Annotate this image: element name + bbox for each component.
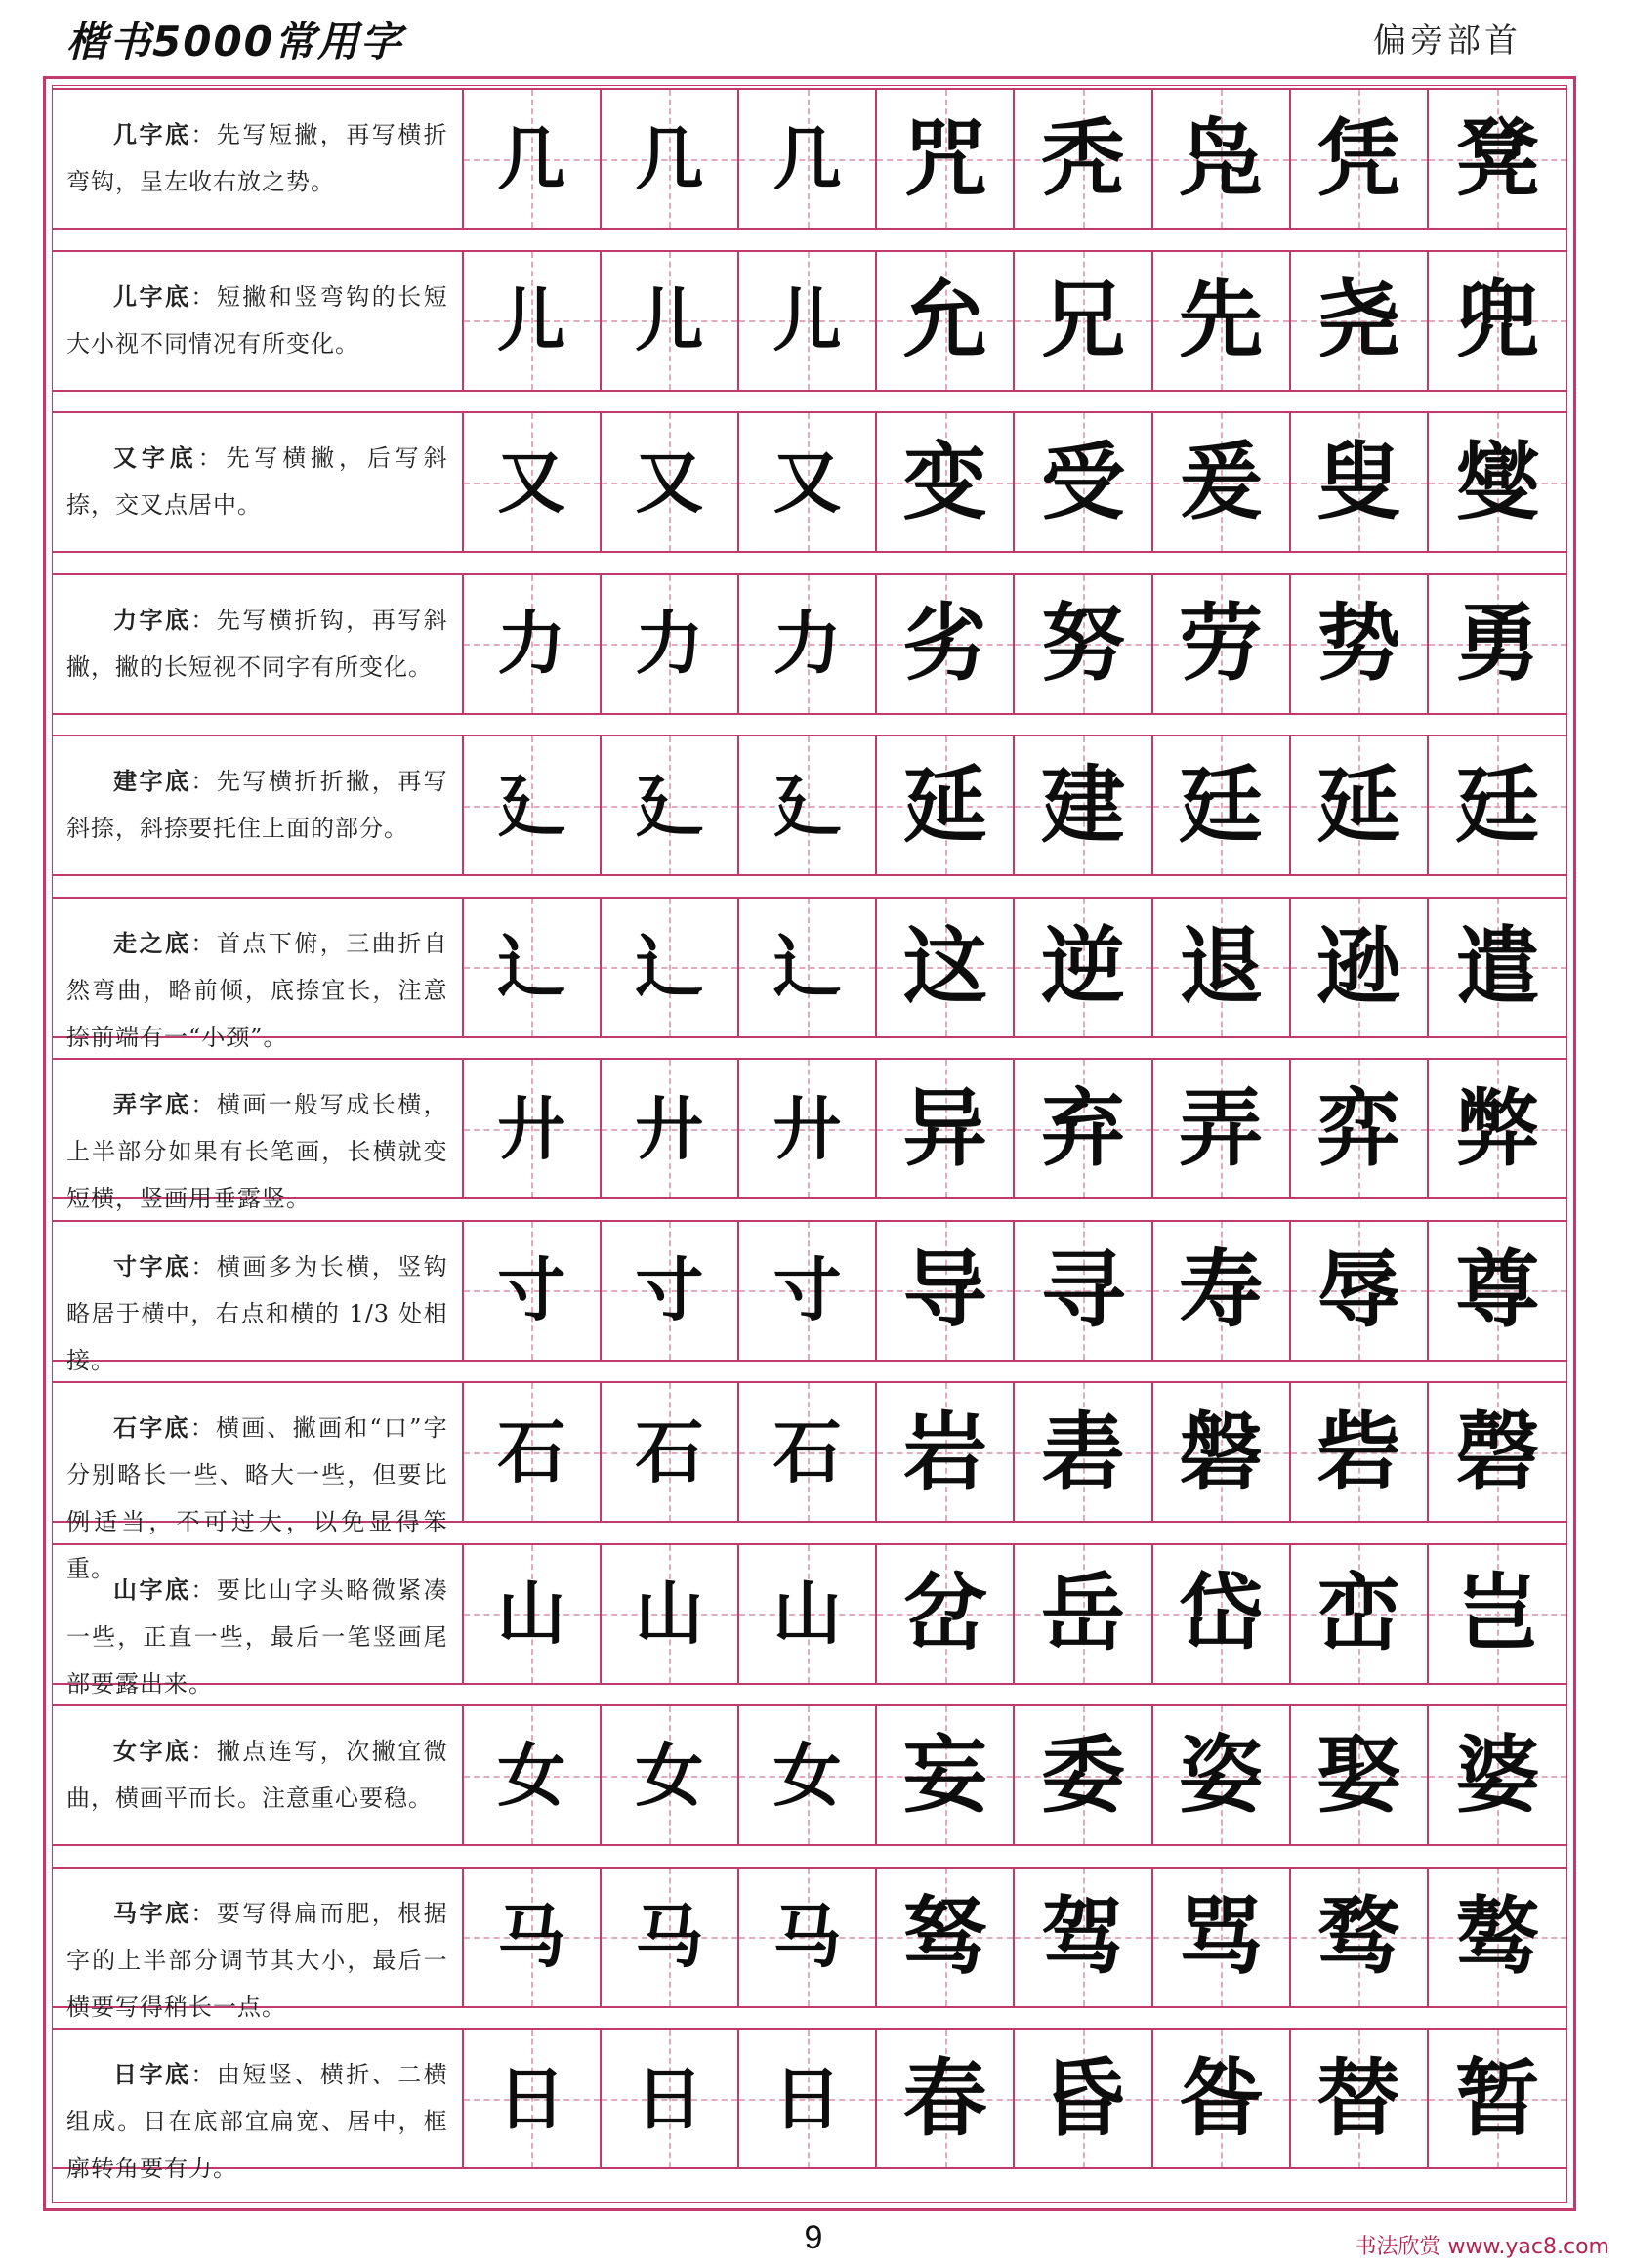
example-character: 逆: [1040, 917, 1125, 1016]
radical-note: 横画一般写成长横，上半部分如果有长笔画，长横就变短横，竖画用垂露竖。: [66, 1091, 448, 1212]
example-character: 昏: [1040, 2048, 1125, 2148]
radical-glyph: 力: [772, 603, 842, 684]
radical-glyph: 廾: [635, 1087, 704, 1169]
radical-glyph: 力: [497, 603, 566, 684]
radical-practice-cell: [464, 2030, 602, 2167]
radical-name: 石字底: [113, 1414, 190, 1442]
radical-row: [53, 573, 1566, 715]
radical-practice-cell: [739, 899, 877, 1036]
radical-glyph: 廾: [497, 1087, 566, 1169]
example-character-cell: [1429, 1545, 1566, 1683]
example-character: 受: [1040, 432, 1125, 531]
example-character: 尊: [1455, 1240, 1540, 1339]
example-character: 岱: [1179, 1564, 1264, 1662]
example-character-cell: [1291, 1060, 1429, 1197]
example-character: 延: [1316, 755, 1401, 855]
example-character: 兄: [1040, 271, 1125, 369]
example-character-cell: [1153, 899, 1291, 1036]
radical-practice-cell: [739, 1383, 877, 1521]
radical-practice-cell: [464, 1869, 602, 2006]
example-character: 岂: [1455, 1564, 1540, 1662]
radical-practice-cell: [464, 413, 602, 551]
radical-glyph: 几: [772, 117, 842, 199]
radical-glyph: 廴: [635, 764, 704, 846]
radical-practice-cell: [602, 252, 739, 390]
radical-name: 寸字底: [113, 1252, 191, 1281]
radical-glyph: 廴: [497, 764, 566, 846]
example-character: 劳: [1179, 594, 1264, 693]
radical-practice-cell: [739, 1222, 877, 1360]
radical-note: 先写横折钩，再写斜撇，撇的长短视不同字有所变化。: [66, 606, 448, 681]
radical-glyph: 儿: [497, 279, 566, 360]
radical-practice-cell: [739, 252, 877, 390]
example-character-cell: [1429, 899, 1566, 1036]
radical-practice-cell: [464, 899, 602, 1036]
example-character-cell: [877, 899, 1015, 1036]
example-character-cell: [1291, 1383, 1429, 1521]
example-character: 磐: [1179, 1402, 1264, 1501]
radical-practice-cell: [602, 575, 739, 713]
radical-practice-cell: [602, 413, 739, 551]
page-number: 9: [804, 2219, 823, 2256]
example-character-cell: [877, 413, 1015, 551]
example-character: 努: [1040, 594, 1125, 693]
example-character-cell: [1291, 1222, 1429, 1360]
example-character-cell: [877, 1869, 1015, 2006]
radical-note: 撇点连写，次撇宜微曲，横画平而长。注意重心要稳。: [66, 1738, 448, 1812]
example-character-cell: [1291, 575, 1429, 713]
example-character: 先: [1179, 271, 1264, 369]
radical-glyph: 廴: [772, 764, 842, 846]
radical-glyph: 又: [635, 441, 704, 523]
example-character-cell: [1153, 2030, 1291, 2167]
example-character: 爰: [1179, 432, 1264, 531]
radical-note: 横画多为长横，竖钩略居于横中，右点和横的 1/3 处相接。: [66, 1252, 448, 1374]
example-character: 逊: [1316, 917, 1401, 1016]
example-character-cell: [1291, 1869, 1429, 2006]
radical-glyph: 日: [772, 2057, 842, 2139]
watermark: 书法欣赏 www.yac8.com: [1355, 2235, 1609, 2259]
radical-glyph: 儿: [635, 279, 704, 360]
radical-glyph: 马: [772, 1896, 842, 1977]
example-character-cell: [1429, 413, 1566, 551]
example-character: 允: [902, 271, 987, 369]
radical-practice-cell: [602, 1222, 739, 1360]
example-character: 砦: [1316, 1402, 1401, 1501]
radical-description: 女字底：撇点连写，次撇宜微曲，横画平而长。注意重心要稳。: [53, 1706, 464, 1844]
radical-practice-cell: [602, 1706, 739, 1844]
example-character-cell: [877, 575, 1015, 713]
example-character: 这: [902, 917, 987, 1016]
radical-description: 又字底：先写横撇，后写斜捺，交叉点居中。: [53, 413, 464, 551]
radical-note: 先写横折折撇，再写斜捺，斜捺要托住上面的部分。: [66, 768, 448, 842]
radical-note: 要写得扁而肥，根据字的上半部分调节其大小，最后一横要写得稍长一点。: [66, 1899, 448, 2021]
radical-glyph: 马: [635, 1896, 704, 1977]
example-character-cell: [1153, 1869, 1291, 2006]
radical-practice-cell: [464, 1222, 602, 1360]
radical-practice-cell: [602, 1060, 739, 1197]
example-character: 婆: [1455, 1725, 1540, 1825]
example-character: 妄: [902, 1725, 987, 1825]
radical-glyph: 石: [635, 1410, 704, 1492]
example-character: 建: [1040, 755, 1125, 855]
book-title: 楷书5000常用字: [66, 18, 403, 65]
example-character: 峦: [1316, 1564, 1401, 1662]
example-character: 弈: [1316, 1078, 1401, 1178]
radical-practice-cell: [739, 413, 877, 551]
example-character: 弃: [1040, 1078, 1125, 1178]
radical-row: [53, 735, 1566, 876]
radical-note: 先写横撇，后写斜捺，交叉点居中。: [66, 444, 448, 519]
radical-practice-cell: [602, 2030, 739, 2167]
radical-glyph: 辶: [635, 926, 704, 1007]
example-character: 春: [902, 2048, 987, 2148]
example-character-cell: [877, 736, 1015, 874]
radical-name: 力字底: [113, 606, 191, 634]
example-character-cell: [1015, 90, 1152, 228]
example-character-cell: [877, 1060, 1015, 1197]
radical-practice-cell: [602, 1545, 739, 1683]
example-character-cell: [1429, 1060, 1566, 1197]
page-header: [0, 0, 1627, 68]
radical-glyph: 女: [635, 1734, 704, 1816]
radical-note: 先写短撇，再写横折弯钩，呈左收右放之势。: [66, 121, 448, 195]
example-character: 延: [902, 755, 987, 855]
radical-glyph: 辶: [772, 926, 842, 1007]
example-character: 燮: [1455, 432, 1540, 531]
example-character: 磬: [1455, 1402, 1540, 1501]
radical-practice-cell: [739, 1545, 877, 1683]
radical-description: 寸字底：横画多为长横，竖钩略居于横中，右点和横的 1/3 处相接。: [53, 1222, 464, 1360]
example-character: 辱: [1316, 1240, 1401, 1339]
radical-practice-cell: [739, 575, 877, 713]
example-character-cell: [877, 1706, 1015, 1844]
example-character-cell: [1015, 1060, 1152, 1197]
example-character: 姿: [1179, 1725, 1264, 1825]
radical-glyph: 寸: [635, 1249, 704, 1330]
radical-practice-cell: [464, 90, 602, 228]
example-character: 娶: [1316, 1725, 1401, 1825]
example-character-cell: [1153, 90, 1291, 228]
radical-practice-cell: [464, 736, 602, 874]
example-character: 凳: [1455, 108, 1540, 208]
example-character-cell: [1153, 736, 1291, 874]
radical-row: [53, 1543, 1566, 1698]
radical-name: 建字底: [113, 768, 191, 795]
example-character: 廷: [1455, 755, 1540, 855]
example-character: 替: [1316, 2048, 1401, 2148]
example-character-cell: [1429, 252, 1566, 390]
example-character: 尧: [1316, 271, 1401, 369]
radical-row: [53, 2028, 1566, 2182]
radical-name: 弄字底: [113, 1091, 191, 1118]
radical-glyph: 辶: [497, 926, 566, 1007]
example-character: 骜: [1455, 1887, 1540, 1986]
example-character: 导: [902, 1240, 987, 1339]
radical-note: 要比山字头略微紧凑一些，正直一些，最后一笔竖画尾部要露出来。: [66, 1575, 448, 1698]
radical-row: [53, 250, 1566, 392]
radical-row: [53, 411, 1566, 553]
radical-practice-cell: [739, 2030, 877, 2167]
example-character-cell: [1153, 1706, 1291, 1844]
example-character-cell: [1153, 1060, 1291, 1197]
example-character-cell: [1429, 1222, 1566, 1360]
example-character: 岔: [902, 1564, 987, 1662]
example-character: 骛: [1316, 1887, 1401, 1986]
radical-glyph: 山: [772, 1573, 842, 1654]
example-character: 变: [902, 432, 987, 531]
radical-name: 几字底: [113, 121, 191, 148]
radical-practice-cell: [602, 90, 739, 228]
radical-row: [53, 1867, 1566, 2021]
radical-description: 儿字底：短撇和竖弯钩的长短大小视不同情况有所变化。: [53, 252, 464, 390]
example-character: 遣: [1455, 917, 1540, 1016]
example-character-cell: [877, 1545, 1015, 1683]
example-character: 兜: [1455, 271, 1540, 369]
example-character-cell: [1291, 90, 1429, 228]
example-character: 委: [1040, 1725, 1125, 1825]
example-character: 寿: [1179, 1240, 1264, 1339]
radical-glyph: 廾: [772, 1087, 842, 1169]
example-character: 退: [1179, 917, 1264, 1016]
example-character-cell: [1015, 1869, 1152, 2006]
example-character-cell: [1153, 1222, 1291, 1360]
example-character: 弊: [1455, 1078, 1540, 1178]
example-character: 劣: [902, 594, 987, 693]
radical-description: 山字底：要比山字头略微紧凑一些，正直一些，最后一笔竖画尾部要露出来。: [53, 1545, 464, 1683]
radical-practice-cell: [602, 899, 739, 1036]
example-character-cell: [1429, 90, 1566, 228]
example-character-cell: [1429, 1869, 1566, 2006]
example-character-cell: [1429, 736, 1566, 874]
example-character-cell: [1153, 252, 1291, 390]
radical-glyph: 山: [497, 1573, 566, 1654]
radical-glyph: 寸: [772, 1249, 842, 1330]
radical-practice-cell: [602, 1869, 739, 2006]
radical-practice-cell: [739, 1060, 877, 1197]
radical-practice-cell: [464, 1060, 602, 1197]
example-character: 叟: [1316, 432, 1401, 531]
radical-practice-cell: [464, 252, 602, 390]
radical-practice-cell: [739, 1869, 877, 2006]
example-character-cell: [1429, 2030, 1566, 2167]
radical-glyph: 日: [497, 2057, 566, 2139]
radical-practice-cell: [739, 736, 877, 874]
radical-row: [53, 897, 1566, 1051]
radical-description: 建字底：先写横折折撇，再写斜捺，斜捺要托住上面的部分。: [53, 736, 464, 874]
example-character-cell: [1291, 899, 1429, 1036]
radical-description: 石字底：横画、撇画和“口”字分别略长一些、略大一些，但要比例适当，不可过大，以免显得笨重。: [53, 1383, 464, 1521]
radical-glyph: 女: [772, 1734, 842, 1816]
example-character: 咒: [902, 108, 987, 208]
example-character-cell: [1015, 899, 1152, 1036]
radical-description: 马字底：要写得扁而肥，根据字的上半部分调节其大小，最后一横要写得稍长一点。: [53, 1869, 464, 2006]
radical-name: 又字底: [113, 444, 198, 472]
example-character: 势: [1316, 594, 1401, 693]
radical-note: 由短竖、横折、二横组成。日在底部宜扁宽、居中，框廓转角要有力。: [66, 2061, 448, 2182]
radical-glyph: 几: [497, 117, 566, 199]
example-character-cell: [1015, 575, 1152, 713]
radical-row: [53, 1704, 1566, 1846]
example-character: 驾: [1040, 1887, 1125, 1986]
example-character-cell: [1015, 1706, 1152, 1844]
example-character-cell: [1153, 1545, 1291, 1683]
radical-description: 弄字底：横画一般写成长横，上半部分如果有长笔画，长横就变短横，竖画用垂露竖。: [53, 1060, 464, 1197]
radical-practice-cell: [602, 736, 739, 874]
radical-description: 走之底：首点下俯，三曲折自然弯曲，略前倾，底捺宜长，注意捺前端有一“小颈”。: [53, 899, 464, 1036]
radical-glyph: 日: [635, 2057, 704, 2139]
example-character: 暂: [1455, 2048, 1540, 2148]
radical-name: 走之底: [113, 929, 191, 957]
radical-note: 横画、撇画和“口”字分别略长一些、略大一些，但要比例适当，不可过大，以免显得笨重。: [66, 1414, 448, 1582]
radical-glyph: 又: [497, 441, 566, 523]
example-character-cell: [1153, 575, 1291, 713]
example-character: 驽: [902, 1887, 987, 1986]
radical-description: 几字底：先写短撇，再写横折弯钩，呈左收右放之势。: [53, 90, 464, 228]
example-character: 异: [902, 1078, 987, 1178]
example-character-cell: [1015, 1383, 1152, 1521]
example-character-cell: [1291, 413, 1429, 551]
radical-practice-cell: [739, 1706, 877, 1844]
example-character-cell: [1429, 575, 1566, 713]
radical-practice-cell: [464, 1383, 602, 1521]
radical-note: 首点下俯，三曲折自然弯曲，略前倾，底捺宜长，注意捺前端有一“小颈”。: [66, 929, 448, 1051]
radical-practice-cell: [602, 1383, 739, 1521]
example-character-cell: [1153, 1383, 1291, 1521]
radical-row: [53, 1058, 1566, 1212]
example-character-cell: [877, 1383, 1015, 1521]
radical-glyph: 几: [635, 117, 704, 199]
radical-name: 日字底: [113, 2061, 191, 2088]
radical-name: 儿字底: [113, 282, 191, 311]
example-character: 昝: [1179, 2048, 1264, 2148]
radical-glyph: 马: [497, 1896, 566, 1977]
radical-glyph: 石: [772, 1410, 842, 1492]
example-character: 廷: [1179, 755, 1264, 855]
example-character-cell: [877, 2030, 1015, 2167]
example-character: 骂: [1179, 1887, 1264, 1986]
practice-sheet: [43, 76, 1576, 2211]
example-character-cell: [1015, 736, 1152, 874]
example-character: 凭: [1316, 108, 1401, 208]
example-character: 凫: [1179, 108, 1264, 208]
radical-glyph: 力: [635, 603, 704, 684]
example-character-cell: [1015, 1545, 1152, 1683]
example-character-cell: [1291, 1706, 1429, 1844]
radical-glyph: 又: [772, 441, 842, 523]
radical-name: 山字底: [113, 1575, 191, 1604]
radical-name: 马字底: [113, 1899, 191, 1927]
example-character-cell: [1429, 1383, 1566, 1521]
example-character: 岳: [1040, 1564, 1125, 1662]
example-character-cell: [877, 1222, 1015, 1360]
example-character-cell: [1291, 252, 1429, 390]
radical-row: [53, 88, 1566, 230]
example-character: 寻: [1040, 1240, 1125, 1339]
radical-glyph: 儿: [772, 279, 842, 360]
example-character: 砉: [1040, 1402, 1125, 1501]
example-character: 岩: [902, 1402, 987, 1501]
radical-note: 短撇和竖弯钩的长短大小视不同情况有所变化。: [66, 282, 448, 357]
example-character-cell: [1291, 1545, 1429, 1683]
example-character-cell: [1153, 413, 1291, 551]
radical-description: 日字底：由短竖、横折、二横组成。日在底部宜扁宽、居中，框廓转角要有力。: [53, 2030, 464, 2167]
radical-glyph: 山: [635, 1573, 704, 1654]
example-character-cell: [877, 90, 1015, 228]
example-character-cell: [1291, 2030, 1429, 2167]
radical-name: 女字底: [113, 1738, 191, 1765]
radical-practice-cell: [464, 1545, 602, 1683]
radical-practice-cell: [739, 90, 877, 228]
example-character-cell: [1015, 413, 1152, 551]
radical-description: 力字底：先写横折钩，再写斜撇，撇的长短视不同字有所变化。: [53, 575, 464, 713]
example-character-cell: [1429, 1706, 1566, 1844]
example-character: 弄: [1179, 1078, 1264, 1178]
example-character-cell: [1015, 252, 1152, 390]
radical-row: [53, 1381, 1566, 1582]
example-character-cell: [1291, 736, 1429, 874]
radical-glyph: 石: [497, 1410, 566, 1492]
radical-glyph: 寸: [497, 1249, 566, 1330]
example-character-cell: [877, 252, 1015, 390]
example-character-cell: [1015, 2030, 1152, 2167]
radical-practice-cell: [464, 575, 602, 713]
practice-grid: [52, 85, 1567, 2203]
example-character: 勇: [1455, 594, 1540, 693]
example-character: 秃: [1040, 108, 1125, 208]
radical-practice-cell: [464, 1706, 602, 1844]
section-title: 偏旁部首: [1373, 21, 1522, 61]
example-character-cell: [1015, 1222, 1152, 1360]
radical-row: [53, 1220, 1566, 1374]
radical-glyph: 女: [497, 1734, 566, 1816]
